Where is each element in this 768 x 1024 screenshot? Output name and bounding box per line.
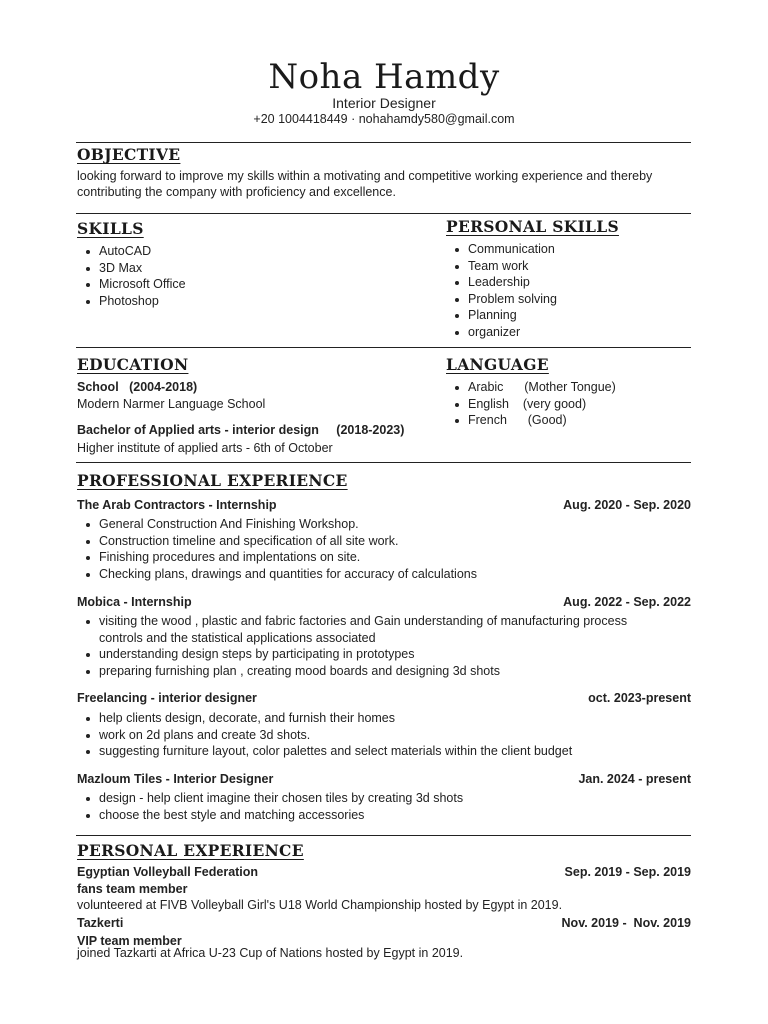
candidate-title: Interior Designer [332, 95, 436, 111]
professional-experience-heading: PROFESSIONAL EXPERIENCE [77, 471, 348, 490]
job-bullet: Construction timeline and specification of all site work. [77, 533, 477, 550]
resume-header [0, 56, 768, 128]
contact-info[interactable]: +20 1004418449 · nohahamdy580@gmail.com [253, 112, 515, 126]
job-bullet: suggesting furniture layout, color palettes and select materials within the client budget [77, 743, 572, 760]
experience-dates: Sep. 2019 - Sep. 2019 [564, 865, 691, 879]
job-dates: Aug. 2022 - Sep. 2022 [563, 595, 691, 609]
skills-heading: SKILLS [77, 219, 144, 238]
education-detail: Modern Narmer Language School [77, 397, 266, 411]
job-bullets [77, 613, 627, 679]
education-title: School (2004-2018) [77, 380, 198, 394]
experience-org: Tazkerti [77, 916, 124, 930]
personal-skill-item: Team work [446, 258, 557, 275]
objective-heading: OBJECTIVE [77, 145, 181, 164]
job-bullet: understanding design steps by participating in prototypes [77, 646, 627, 663]
experience-org: Egyptian Volleyball Federation [77, 865, 259, 879]
job-bullet: design - help client imagine their chosen tiles by creating 3d shots [77, 790, 463, 807]
job-title: The Arab Contractors - Internship [77, 498, 277, 512]
personal-experience-heading: PERSONAL EXPERIENCE [77, 841, 304, 860]
personal-skill-item: Problem solving [446, 291, 557, 308]
language-item: Arabic (Mother Tongue) [446, 379, 616, 396]
experience-dates: Nov. 2019 - Nov. 2019 [561, 916, 691, 930]
skill-item: Microsoft Office [77, 276, 186, 293]
job-dates: Jan. 2024 - present [578, 772, 691, 786]
job-bullet: choose the best style and matching accessories [77, 807, 463, 824]
objective-text-line-2: contributing the company with proficiency and excellence. [77, 185, 396, 199]
section-divider [76, 347, 691, 348]
job-title: Mobica - Internship [77, 595, 192, 609]
objective-text-line-1: looking forward to improve my skills within a motivating and competitive working experience and thereby [77, 169, 653, 183]
job-bullets [77, 790, 463, 823]
job-bullet: General Construction And Finishing Workshop. [77, 516, 477, 533]
education-detail: Higher institute of applied arts - 6th of October [77, 441, 333, 455]
language-heading: LANGUAGE [446, 355, 549, 374]
job-bullets [77, 710, 572, 760]
job-dates: Aug. 2020 - Sep. 2020 [563, 498, 691, 512]
job-bullet: help clients design, decorate, and furnish their homes [77, 710, 572, 727]
skills-list [77, 243, 186, 309]
job-bullet: work on 2d plans and create 3d shots. [77, 727, 572, 744]
experience-role: VIP team member [77, 934, 182, 948]
job-bullet: Finishing procedures and implentations on site. [77, 549, 477, 566]
language-list [446, 379, 616, 429]
education-title: Bachelor of Applied arts - interior design (2018-2023) [77, 423, 405, 437]
experience-detail: joined Tazkarti at Africa U-23 Cup of Nations hosted by Egypt in 2019. [77, 946, 464, 960]
skill-item: 3D Max [77, 260, 186, 277]
job-bullet-continuation: controls and the statistical applications associated [99, 630, 376, 645]
personal-skill-item: Communication [446, 241, 557, 258]
personal-skill-item: Leadership [446, 274, 557, 291]
language-item: French (Good) [446, 412, 616, 429]
job-title: Freelancing - interior designer [77, 691, 257, 705]
experience-role: fans team member [77, 882, 188, 896]
job-bullets [77, 516, 477, 582]
education-heading: EDUCATION [77, 355, 189, 374]
section-divider [76, 462, 691, 463]
experience-detail: volunteered at FIVB Volleyball Girl's U18 World Championship hosted by Egypt in 2019. [77, 898, 563, 912]
job-title: Mazloum Tiles - Interior Designer [77, 772, 274, 786]
skill-item: Photoshop [77, 293, 186, 310]
skill-item: AutoCAD [77, 243, 186, 260]
job-bullet: visiting the wood , plastic and fabric factories and Gain understanding of manufacturing process [77, 613, 627, 630]
job-dates: oct. 2023-present [588, 691, 691, 705]
personal-skills-list [446, 241, 557, 340]
section-divider [76, 835, 691, 836]
candidate-name: Noha Hamdy [268, 57, 500, 97]
section-divider [76, 213, 691, 214]
personal-skill-item: organizer [446, 324, 557, 341]
job-bullet: Checking plans, drawings and quantities for accuracy of calculations [77, 566, 477, 583]
language-item: English (very good) [446, 396, 616, 413]
personal-skills-heading: PERSONAL SKILLS [446, 217, 619, 236]
job-bullet: preparing furnishing plan , creating mood boards and designing 3d shots [77, 663, 627, 680]
personal-skill-item: Planning [446, 307, 557, 324]
section-divider [76, 142, 691, 143]
